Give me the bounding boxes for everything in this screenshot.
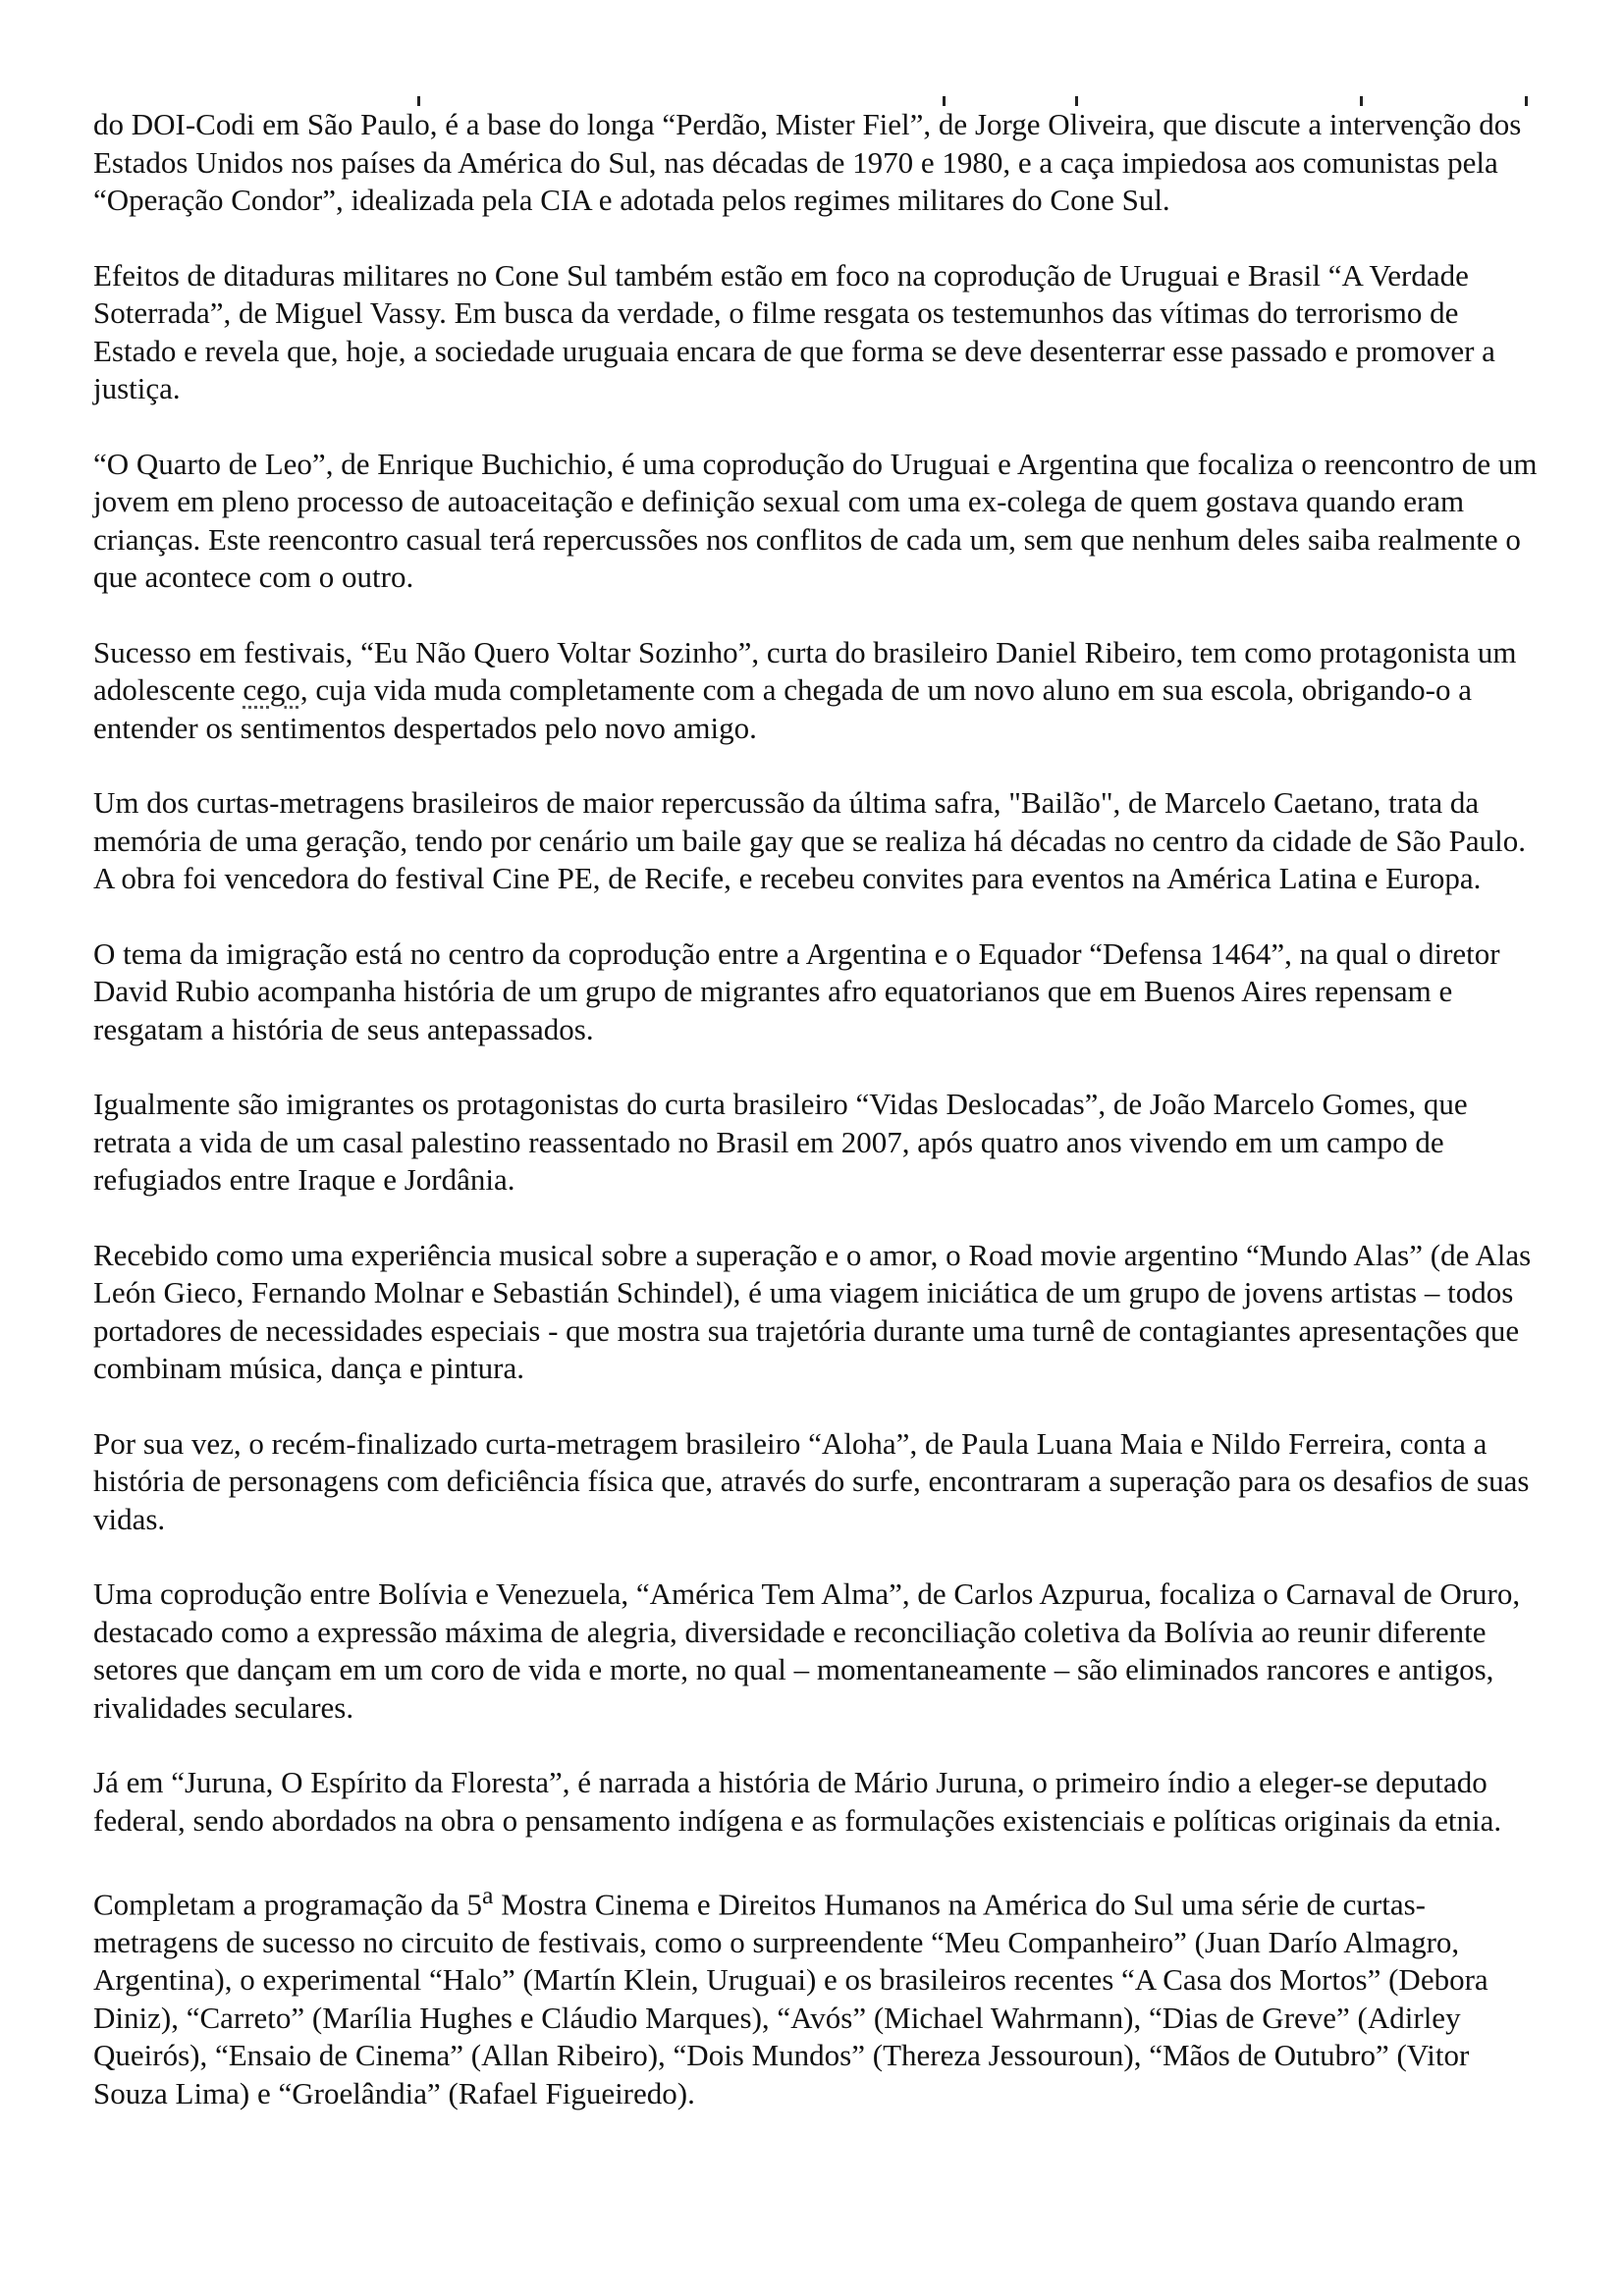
paragraph-defensa-1464: O tema da imigração está no centro da coprodução entre a Argentina e o Equador “Defensa 1464”, na qual o diretor David Rubio acompanha história de um grupo de migrantes afro equatorianos que em Buenos Aires repensam e resgatam a história de seus antepassados. bbox=[93, 935, 1500, 1046]
paragraph-america-tem-alma: Uma coprodução entre Bolívia e Venezuela, “América Tem Alma”, de Carlos Azpurua, focaliza o Carnaval de Oruro, destacado como a expressão máxima de alegria, diversidade e reconciliação coletiva da Bolívia ao reunir diferente setores que dançam em um coro de vida e morte, no qual – momentaneamente – são eliminados rancores e antigos, rivalidades seculares. bbox=[93, 1576, 1521, 1725]
paragraph-quarto-de-leo: “O Quarto de Leo”, de Enrique Buchichio, é uma coprodução do Uruguai e Argentina que focaliza o reencontro de um jovem em pleno processo de autoaceitação e definição sexual com uma ex-colega de quem gostava quando eram crianças. Este reencontro casual terá repercussões nos conflitos de cada um, sem que nenhum deles saiba realmente o que acontece com o outro. bbox=[93, 446, 1538, 594]
paragraph-bailao: Um dos curtas-metragens brasileiros de maior repercussão da última safra, "Bailão", de Marcelo Caetano, trata da memória de uma geração, tendo por cenário um baile gay que se realiza há décadas no centro da cidade de São Paulo. A obra foi vencedora do festival Cine PE, de Recife, e recebeu convites para eventos na América Latina e Europa. bbox=[93, 785, 1526, 895]
ordinal-superscript: a bbox=[481, 1881, 494, 1909]
paragraph-perdao-mister-fiel: do DOI-Codi em São Paulo, é a base do longa “Perdão, Mister Fiel”, de Jorge Oliveira, que discute a intervenção dos Estados Unidos nos países da América do Sul, nas décadas de 1970 e 1980, e a caça impiedosa aos comunistas pela “Operação Condor”, idealizada pela CIA e adotada pelos regimes militares do Cone Sul. bbox=[93, 107, 1522, 217]
paragraph-aloha: Por sua vez, o recém-finalizado curta-metragem brasileiro “Aloha”, de Paula Luana Maia e Nildo Ferreira, conta a história de personagens com deficiência física que, através do surfe, encontraram a superação para os desafios de suas vidas. bbox=[93, 1425, 1530, 1536]
paragraph-juruna: Já em “Juruna, O Espírito da Floresta”, é narrada a história de Mário Juruna, o primeiro índio a eleger-se deputado federal, sendo abordados na obra o pensamento indígena e as formulações existenciais e políticas originais da etnia. bbox=[93, 1765, 1502, 1838]
paragraph-text-before: Completam a programação da 5 bbox=[93, 1887, 482, 1922]
paragraph-completam-programacao bbox=[93, 1877, 1546, 2112]
paragraph-verdade-soterrada: Efeitos de ditaduras militares no Cone Sul também estão em foco na coprodução de Uruguai e Brasil “A Verdade Soterrada”, de Miguel Vassy. Em busca da verdade, o filme resgata os testemunhos das vítimas do terrorismo de Estado e revela que, hoje, a sociedade uruguaia encara de que forma se deve desenterrar esse passado e promover a justiça. bbox=[93, 257, 1495, 405]
spellcheck-marked-word[interactable]: cego bbox=[243, 672, 300, 707]
paragraph-eu-nao-quero-voltar-sozinho bbox=[93, 634, 1546, 748]
document-body bbox=[93, 106, 1546, 2112]
paragraph-text-after: , cuja vida muda completamente com a chegada de um novo aluno em sua escola, obrigando-o a entender os sentimentos despertados pelo novo amigo. bbox=[93, 672, 1472, 745]
paragraph-mundo-alas: Recebido como uma experiência musical sobre a superação e o amor, o Road movie argentino “Mundo Alas” (de Alas León Gieco, Fernando Molnar e Sebastián Schindel), é uma viagem iniciática de um grupo de jovens artistas – todos portadores de necessidades especiais - que mostra sua trajetória durante uma turnê de contagiantes apresentações que combinam música, dança e pintura. bbox=[93, 1237, 1532, 1385]
clipped-previous-line bbox=[93, 90, 1546, 106]
paragraph-text-before: Sucesso em festivais, “Eu Não Quero Voltar Sozinho”, curta do brasileiro Daniel Ribeiro, tem como protagonista um adolescente bbox=[93, 634, 1517, 707]
paragraph-text-after: Mostra Cinema e Direitos Humanos na América do Sul uma série de curtas-metragens de sucesso no circuito de festivais, como o surpreendente “Meu Companheiro” (Juan Darío Almagro, Argentina), o experimental “Halo” (Martín Klein, Uruguai) e os brasileiros recentes “A Casa dos Mortos” (Debora Diniz), “Carreto” (Marília Hughes e Cláudio Marques), “Avós” (Michael Wahrmann), “Dias de Greve” (Adirley Queirós), “Ensaio de Cinema” (Allan Ribeiro), “Dois Mundos” (Thereza Jessouroun), “Mãos de Outubro” (Vitor Souza Lima) e “Groelândia” (Rafael Figueiredo). bbox=[93, 1887, 1488, 2110]
paragraph-vidas-deslocadas: Igualmente são imigrantes os protagonistas do curta brasileiro “Vidas Deslocadas”, de João Marcelo Gomes, que retrata a vida de um casal palestino reassentado no Brasil em 2007, após quatro anos vivendo em um campo de refugiados entre Iraque e Jordânia. bbox=[93, 1087, 1468, 1197]
